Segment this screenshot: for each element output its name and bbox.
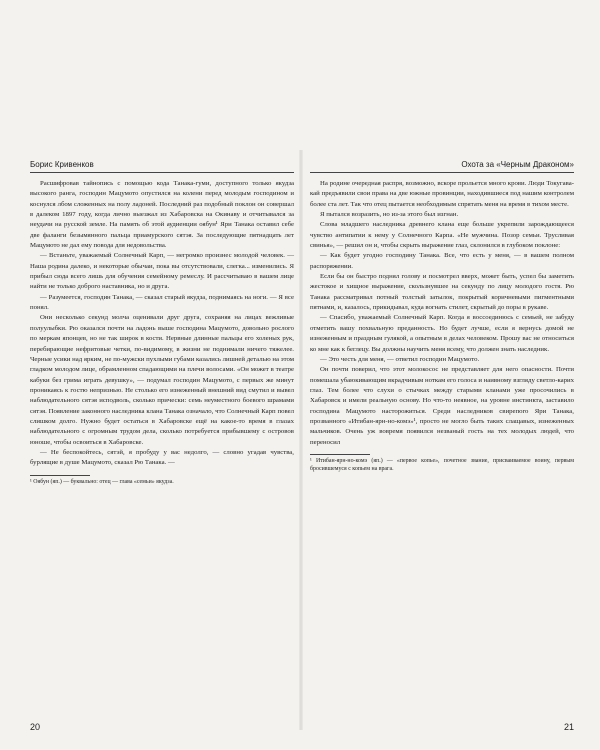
paragraph: — Как будет угодно господину Танака. Все, что есть у меня, — в вашем полном распоряжении. (310, 252, 574, 270)
paragraph: — Это честь для меня, — ответил господин Мацумото. (320, 355, 480, 363)
right-page (310, 160, 574, 473)
book-gutter (299, 150, 303, 730)
paragraph: Он почти поверил, что этот молокосос не представляет для него опасности. Почти помешала убаюкивающим вкрадчивым ноткам его голоса и наивному взгляду светло-карих глаз. Тем более что слухи о стычках между старыми кланами уже просочились в Хабаровск и имели реальную основу. Но что-то неявное, на уровне инстинкта, заставило господина Мацумото насторожиться. Среди наследников свирепого Яри Танака, прозванного «Итибан-ярн-но-комэ»¹, просто не могло быть таких слащавых, изнеженных мальчиков. Очень уж вовремя появился незваный гость на тех молодых людей, что переносил (310, 366, 574, 446)
running-head-title: Охота за «Черным Драконом» (310, 160, 574, 173)
left-page-body (30, 179, 294, 469)
page-number-right: 21 (563, 722, 574, 732)
footnote-rule (310, 454, 370, 455)
paragraph: Я пытался возразить, но из-за этого был изгнан. (320, 211, 459, 219)
left-page (30, 160, 294, 486)
paragraph: Если бы он быстро поднял голову и посмотрел вверх, может быть, успел бы заметить жестокое и хищное выражение, скользнувшее на секунду по лицу молодого гостя. Рю Танака рассматривал потный толстый затылок, покрытый коричневыми пигментными пятнами, и, казалось, прикидывал, куда вогнать стилет, скрытый до поры в рукаве. (310, 273, 574, 312)
right-page-body (310, 179, 574, 448)
running-head-author: Борис Кривенков (30, 160, 294, 173)
paragraph: — Спасибо, уважаемый Солнечный Карп. Когда я воссоединюсь с семьей, не забуду отметить вашу похвальную преданность. Но будет лучше, если я вернусь домой не изнеженным и праздным гулякой, а опытным в делах человеком. Прошу вас не относиться ко мне как к беглецу. Вы должны научить меня всему, что должен знать наследник. (310, 314, 574, 353)
paragraph: Расшифровав тайнопись с помощью кода Танака-гуми, доступного только якудза высокого ранга, господин Мацумото опустился на колени перед молодым господином и коснулся лбом сложенных на полу ладоней. Последний раз подобный поклон он совершал в далеком 1897 году, когда лично выезжал из Хабаровска на Окинаву и отчитывался за неудачи на русской земле. На память об этой аудиенции оябун¹ Яри Танака оставил себе две фаланги безымянного пальца приамурского сятэя. За последующие пятнадцать лет Мацумото не дал ему повода для недовольства. (30, 180, 294, 250)
paragraph: — Разумеется, господин Танака, — сказал старый якудза, поднимаясь на ноги. — Я все понял. (30, 293, 294, 312)
paragraph: На родине очередная распря, возможно, вскоре прольется много крови. Люди Токугава-кай предъявили свои права на две южные провинции, находившиеся под нашим контролем более ста лет. Так что отец пытается необходимым спрятать меня на время в тихом месте. (310, 180, 574, 208)
footnote: ¹ Итибан-ярн-но-комэ (яп.) — «первое копье», почетное звание, присваиваемое воину, первым бросившемуся с копьем на врага. (310, 457, 574, 472)
paragraph: — Встаньте, уважаемый Солнечный Карп, — негромко произнес молодой человек. — Наша родина далеко, и некоторые обычаи, пока вы отсутствовали, слегка... изменились. Я прибыл сюда всего лишь для обучения семейному ремеслу. И рассчитываю в вашем лице найти не только доброго наставника, но и друга. (30, 252, 294, 291)
paragraph: Слова младшего наследника древнего клана еще больше укрепили зарождающееся чувство антипатии к нему у Солнечного Карпа. «Не мужчина. Позор семьи. Трусливая свинья», — решил он и, чтобы скрыть выражение глаз, склонился в глубоком поклоне: (310, 221, 574, 250)
page-number-left: 20 (30, 722, 41, 732)
footnote-rule (30, 475, 90, 476)
paragraph: Они несколько секунд молча оценивали друг друга, сохраняя на лицах вежливые полуулыбки. Рю оказался почти на ладонь выше господина Мацумото, довольно рослого по меркам японцев, но не так широк в кости. Нервные длинные пальцы его холеных рук, перебирающие нефритовые четки, по-видимому, в жизни не поднимали ничего тяжелее. Черные усики над ярким, не по-мужски пухлыми губами казались лишней деталью на этом гладком молодом лице, обрамленном спадающими на плечи волосами. «Он может в театре кабуки без грима играть девушку», — подумал господин Мацумото, с первых же минут проникаясь к гостю непризнью. Не столько его изнеженный внешний вид смутил и вывел наблюдательного сятэя исподволь, сколько прически: семь неуместного боевого шрамами сятэя. Появление законного наследника клана Танака означало, что Солнечный Карп повел слишком долго. Нужно будет остаться в Хабаровске ещё на какое-то время в глазах наблюдательного с огромным трудом дела, сколько потребуется прибывшему с островов юноше, чтобы освоиться в Хабаровске. (30, 314, 294, 446)
footnote: ¹ Оябун (яп.) — буквально: отец — глава «семьи» якудза. (30, 478, 174, 485)
paragraph: — Не беспокойтесь, сятэй, я пробуду у вас недолго, — словно угадав чувства, бурлящие в душе Мацумото, сказал Рю Танака. — (30, 448, 294, 467)
